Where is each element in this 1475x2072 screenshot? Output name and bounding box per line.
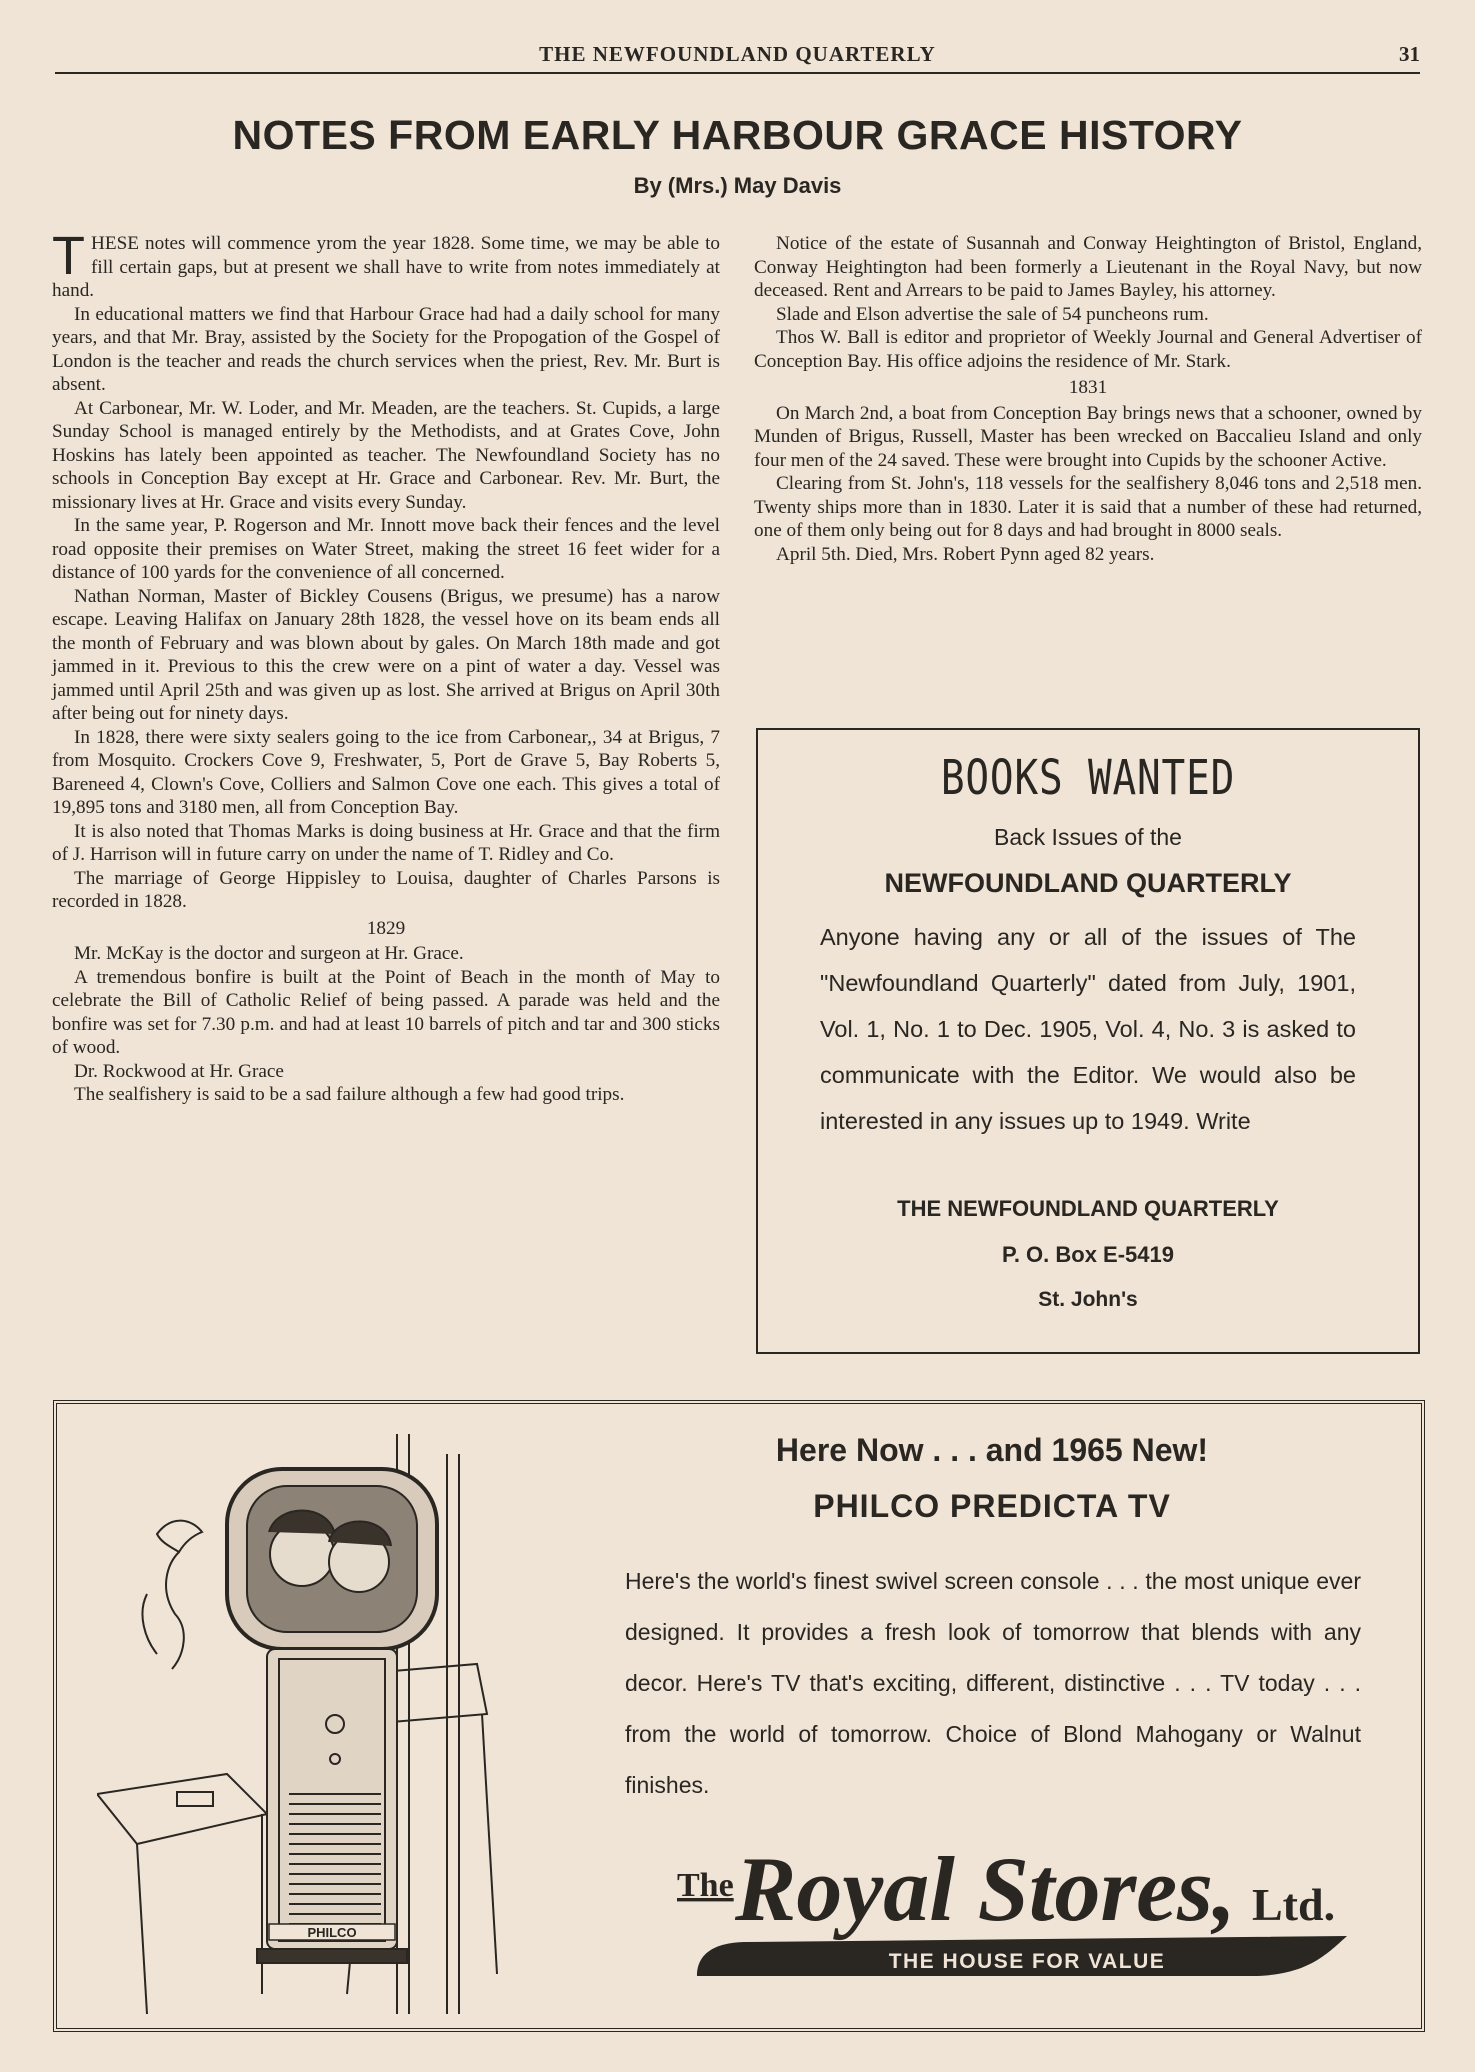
article-paragraph: The marriage of George Hippisley to Louisa, daughter of Charles Parsons is recorded in 1828. [52,867,720,912]
tv-illustration [97,1414,617,2024]
svg-text:The: The [677,1867,734,1904]
article-paragraph: In the same year, P. Rogerson and Mr. Innott move back their fences and the level road opposite their premises on Water Street, making the street 16 feet wider for a distance of 100 yards for the convenience of all concerned. [52,515,720,583]
address-po-box: P. O. Box E-5419 [1001,1242,1174,1267]
ad-heading: Here Now . . . and 1965 New! [775,1432,1209,1468]
article-paragraph: Dr. Rockwood at Hr. Grace [74,1060,284,1082]
article-paragraph: Nathan Norman, Master of Bickley Cousens (Brigus, we presume) has a narow escape. Leaving Halifax on January 28th 1828, the vessel hove on its beam ends all the month of February and was blown about by gales. On March 18th made and got jammed in it. Previous to this the crew were on a pint of water a day. Vessel was jammed until April 25th and was given up as lost. She arrived at Brigus on April 30th after being out for ninety days. [52,585,720,724]
article-byline: By (Mrs.) May Davis [633,173,842,198]
svg-text:Ltd.: Ltd. [1252,1879,1336,1930]
article-paragraph: April 5th. Died, Mrs. Robert Pynn aged 82 years. [776,543,1155,565]
article-paragraph: Slade and Elson advertise the sale of 54 puncheons rum. [776,303,1209,325]
article-paragraph: On March 2nd, a boat from Conception Bay brings news that a schooner, owned by Munden of Brigus, Russell, Master has been wrecked on Baccalieu Island and only four men of the 24 saved. These were brought into Cupids by the schooner Active. [754,402,1422,471]
article-paragraph: At Carbonear, Mr. W. Loder, and Mr. Meaden, are the teachers. St. Cupids, a large Sunday School is managed entirely by the Methodists, and at Grates Cove, John Hoskins has lately been appointed as teacher. The Newfoundland Society has no schools in Conception Bay except at Hr. Grace and Carbonear. Rev. Mr. Burt, the missionary lives at Hr. Grace and visits every Sunday. [52,397,720,513]
article-paragraph: In 1828, there were sixty sealers going to the ice from Carbonear,, 34 at Brigus, 7 from Mosquito. Crockers Cove 9, Freshwater, 5, Port de Grave 5, Bay Roberts 5, Bareneed 4, Clown's Cove, Colliers and Salmon Cove one each. This gives a total of 19,895 tons and 3180 men, all from Conception Bay. [52,726,720,818]
article-paragraph: Clearing from St. John's, 118 vessels for the sealfishery 8,046 tons and 2,518 men. Twenty ships more than in 1830. Later it is said that a number of these had returned, one of them only being out for 8 days and had brought in 8000 seals. [754,473,1422,541]
logo-tagline: THE HOUSE FOR VALUE [888,1950,1166,1973]
address-name: THE NEWFOUNDLAND QUARTERLY [897,1196,1279,1221]
books-wanted-notice [756,728,1420,1354]
drop-cap: T [52,226,85,286]
books-wanted-body: Anyone having any or all of the issues of The "Newfoundland Quarterly" dated from July, 1901, Vol. 1, No. 1 to Dec. 1905, Vol. 4, No. 3 is asked to communicate with the Editor. We would also be interested in any issues up to 1949. Write [820,924,1356,1134]
article-title: NOTES FROM EARLY HARBOUR GRACE HISTORY [232,112,1243,158]
running-title: THE NEWFOUNDLAND QUARTERLY [539,42,936,66]
royal-stores-logo [657,1824,1387,1994]
year-heading-1831: 1831 [1068,377,1108,398]
address-city: St. John's [1038,1288,1138,1311]
books-wanted-heading: BOOKS WANTED [940,750,1236,806]
article-paragraph: A tremendous bonfire is built at the Point of Beach in the month of May to celebrate the Bill of Catholic Relief of being passed. A parade was held and the bonfire was set for 7.30 p.m. and had at least 10 barrels of pitch and tar and 300 sticks of wood. [52,966,720,1058]
article-paragraph: Thos W. Ball is editor and proprietor of Weekly Journal and General Advertiser of Conception Bay. His office adjoins the residence of Mr. Stark. [754,327,1422,372]
running-header [55,38,1420,74]
article-paragraph: Notice of the estate of Susannah and Conway Heightington of Bristol, England, Conway Heightington had been formerly a Lieutenant in the Royal Navy, but now deceased. Rent and Arrears to be paid to James Bayley, his attorney. [754,233,1422,301]
books-wanted-subheading: Back Issues of the [994,824,1182,850]
article-paragraph: THESE notes will commence yrom the year 1828. Some time, we may be able to fill certain gaps, but at present we shall have to write from notes immediately at hand. [52,226,720,301]
philco-advertisement [53,1400,1425,2032]
article-paragraph: It is also noted that Thomas Marks is doing business at Hr. Grace and that the firm of J. Harrison will in future carry on under the name of T. Ridley and Co. [52,820,720,865]
article-right-column [754,232,1422,566]
article-paragraph: The sealfishery is said to be a sad failure although a few had good trips. [74,1084,625,1105]
article-paragraph: Mr. McKay is the doctor and surgeon at Hr. Grace. [74,943,464,964]
tv-brand-label: PHILCO [307,1925,357,1940]
ad-body: Here's the world's finest swivel screen console . . . the most unique ever designed. It provides a fresh look of tomorrow that blends with any decor. Here's TV that's exciting, different, distinctive . . . TV today . . . from the world of tomorrow. Choice of Blond Mahogany or Walnut finishes. [625,1568,1361,1798]
svg-text:Royal Stores,: Royal Stores, [735,1838,1236,1940]
books-wanted-publication: NEWFOUNDLAND QUARTERLY [884,868,1292,898]
ad-product-name: PHILCO PREDICTA TV [813,1488,1171,1524]
article-paragraph: In educational matters we find that Harbour Grace had had a daily school for many years, and that Mr. Bray, assisted by the Society for the Propogation of the Gospel of London is the teacher and reads the church services when the priest, Rev. Mr. Burt is absent. [52,303,720,395]
page-number: 31 [1399,42,1420,66]
article-left-column [52,226,720,1107]
year-heading-1829: 1829 [366,917,406,939]
